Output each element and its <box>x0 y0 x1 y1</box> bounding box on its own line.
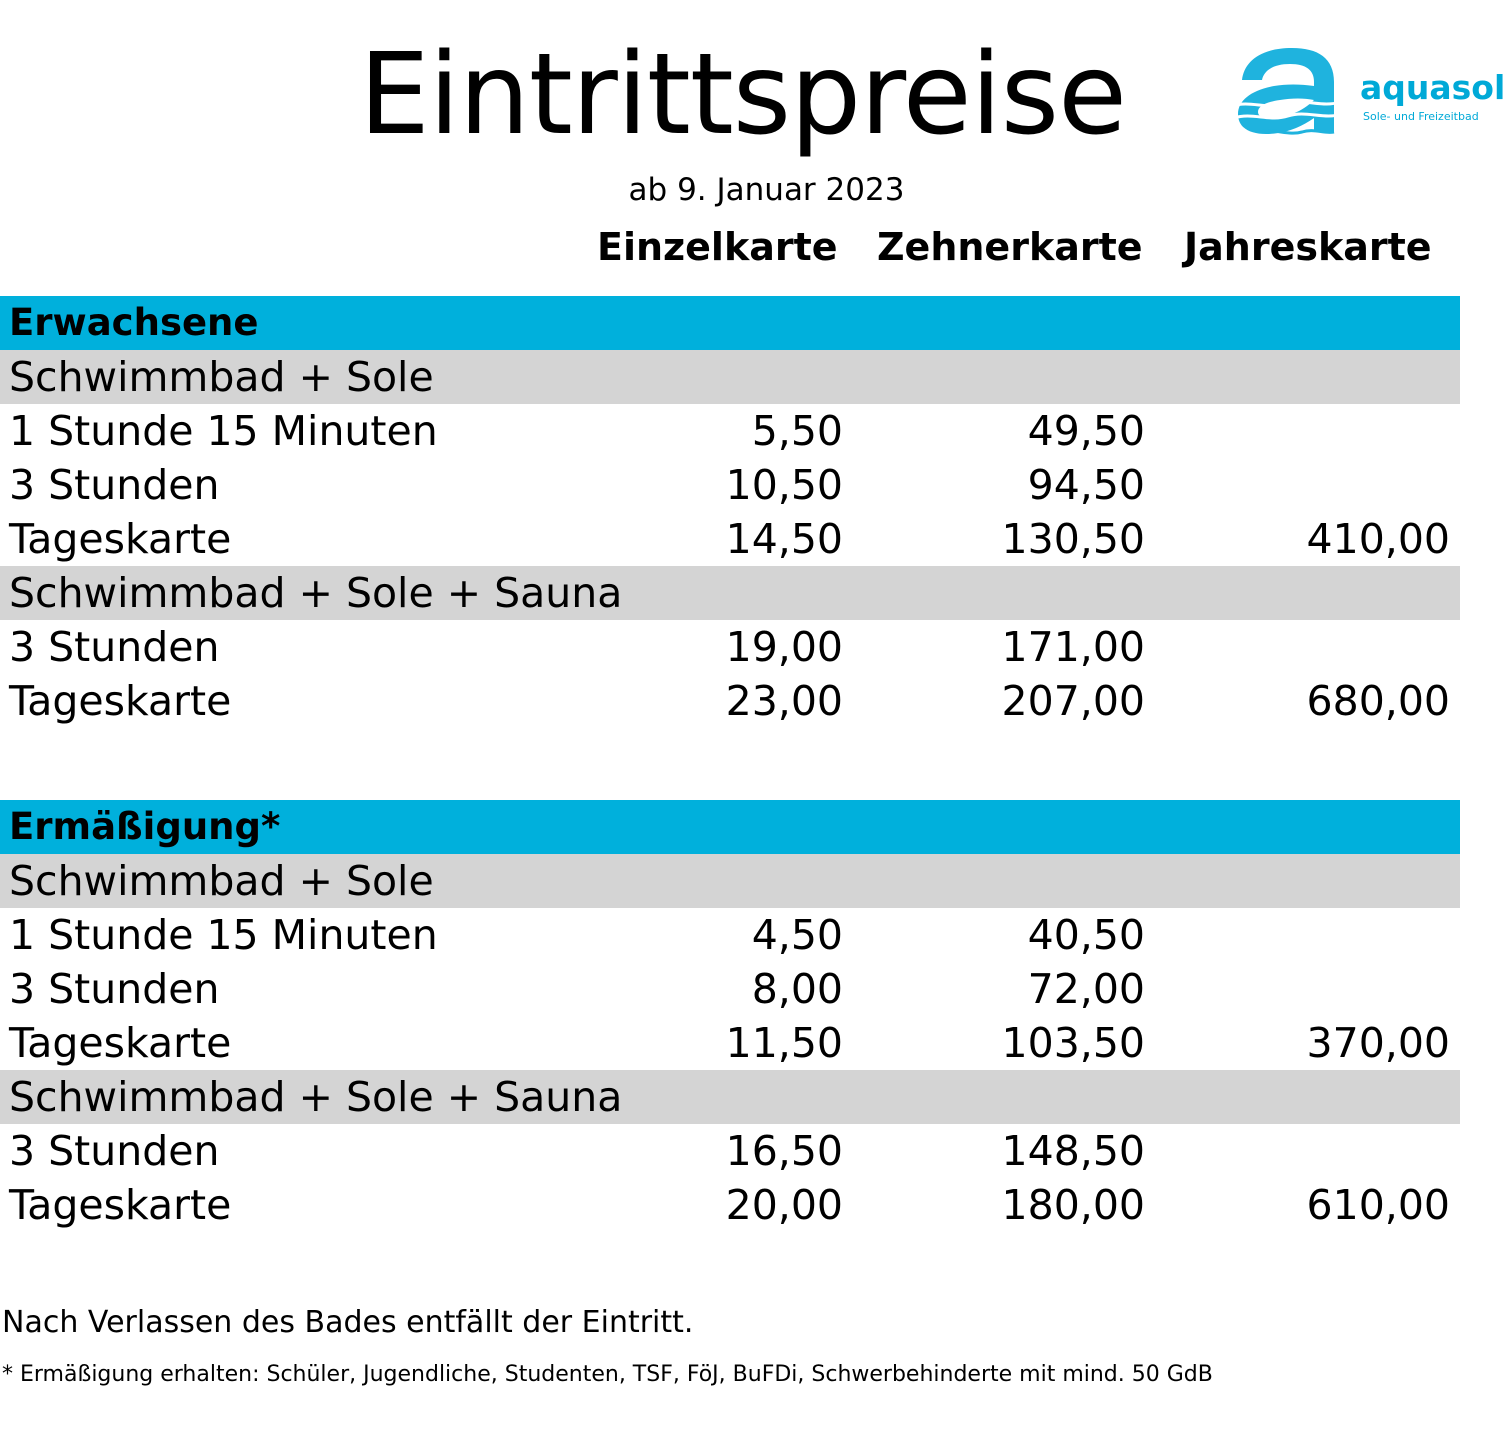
aquasol-logo <box>1230 40 1505 140</box>
discount-footnote: * Ermäßigung erhalten: Schüler, Jugendliche, Studenten, TSF, FöJ, BuFDi, Schwerbehinderte mit mind. 50 GdB <box>2 1362 1213 1387</box>
row-label: 1 Stunde 15 Minuten <box>9 407 438 455</box>
table-row <box>0 674 1460 728</box>
table-row <box>0 908 1460 962</box>
price-einzel: 11,50 <box>725 1019 843 1067</box>
row-label: 3 Stunden <box>9 623 220 671</box>
price-einzel: 5,50 <box>751 407 843 455</box>
price-zehner: 148,50 <box>1001 1127 1145 1175</box>
price-zehner: 180,00 <box>1001 1181 1145 1229</box>
row-label: 1 Stunde 15 Minuten <box>9 911 438 959</box>
group-header <box>0 854 1460 908</box>
row-label: Tageskarte <box>9 1019 232 1067</box>
column-header-einzelkarte: Einzelkarte <box>597 225 838 269</box>
table-row <box>0 962 1460 1016</box>
column-header-jahreskarte: Jahreskarte <box>1184 225 1432 269</box>
price-zehner: 103,50 <box>1001 1019 1145 1067</box>
price-jahres: 410,00 <box>1306 515 1450 563</box>
price-einzel: 23,00 <box>725 677 843 725</box>
price-zehner: 171,00 <box>1001 623 1145 671</box>
price-table-reduced <box>0 800 1460 1232</box>
column-header-zehnerkarte: Zehnerkarte <box>877 225 1143 269</box>
exit-note: Nach Verlassen des Bades entfällt der Eintritt. <box>2 1305 694 1340</box>
table-row <box>0 620 1460 674</box>
row-label: 3 Stunden <box>9 461 220 509</box>
section-header <box>0 800 1460 854</box>
row-label: 3 Stunden <box>9 1127 220 1175</box>
price-einzel: 4,50 <box>751 911 843 959</box>
price-jahres: 680,00 <box>1306 677 1450 725</box>
group-title: Schwimmbad + Sole + Sauna <box>9 1073 623 1121</box>
price-einzel: 14,50 <box>725 515 843 563</box>
table-row <box>0 1178 1460 1232</box>
group-title: Schwimmbad + Sole <box>9 353 434 401</box>
price-jahres: 370,00 <box>1306 1019 1450 1067</box>
table-row <box>0 1124 1460 1178</box>
group-title: Schwimmbad + Sole <box>9 857 434 905</box>
section-title: Ermäßigung* <box>9 805 281 848</box>
price-zehner: 207,00 <box>1001 677 1145 725</box>
logo-wave-icon <box>1230 40 1360 140</box>
price-jahres: 610,00 <box>1306 1181 1450 1229</box>
price-zehner: 40,50 <box>1027 911 1145 959</box>
logo-wordmark: aquasol <box>1360 68 1505 107</box>
price-table-adults <box>0 296 1460 728</box>
row-label: Tageskarte <box>9 677 232 725</box>
price-einzel: 10,50 <box>725 461 843 509</box>
row-label: Tageskarte <box>9 515 232 563</box>
row-label: Tageskarte <box>9 1181 232 1229</box>
table-row <box>0 458 1460 512</box>
price-einzel: 16,50 <box>725 1127 843 1175</box>
group-header <box>0 566 1460 620</box>
row-label: 3 Stunden <box>9 965 220 1013</box>
table-row <box>0 404 1460 458</box>
table-row <box>0 1016 1460 1070</box>
price-einzel: 8,00 <box>751 965 843 1013</box>
group-header <box>0 1070 1460 1124</box>
valid-from-date: ab 9. Januar 2023 <box>628 172 905 208</box>
price-zehner: 130,50 <box>1001 515 1145 563</box>
price-einzel: 20,00 <box>725 1181 843 1229</box>
section-header <box>0 296 1460 350</box>
group-header <box>0 350 1460 404</box>
table-row <box>0 512 1460 566</box>
price-zehner: 94,50 <box>1027 461 1145 509</box>
price-einzel: 19,00 <box>725 623 843 671</box>
group-title: Schwimmbad + Sole + Sauna <box>9 569 623 617</box>
logo-tagline: Sole- und Freizeitbad <box>1363 110 1479 123</box>
price-zehner: 49,50 <box>1027 407 1145 455</box>
section-title: Erwachsene <box>9 301 259 344</box>
price-zehner: 72,00 <box>1027 965 1145 1013</box>
page-title: Eintrittspreise <box>358 30 1127 160</box>
